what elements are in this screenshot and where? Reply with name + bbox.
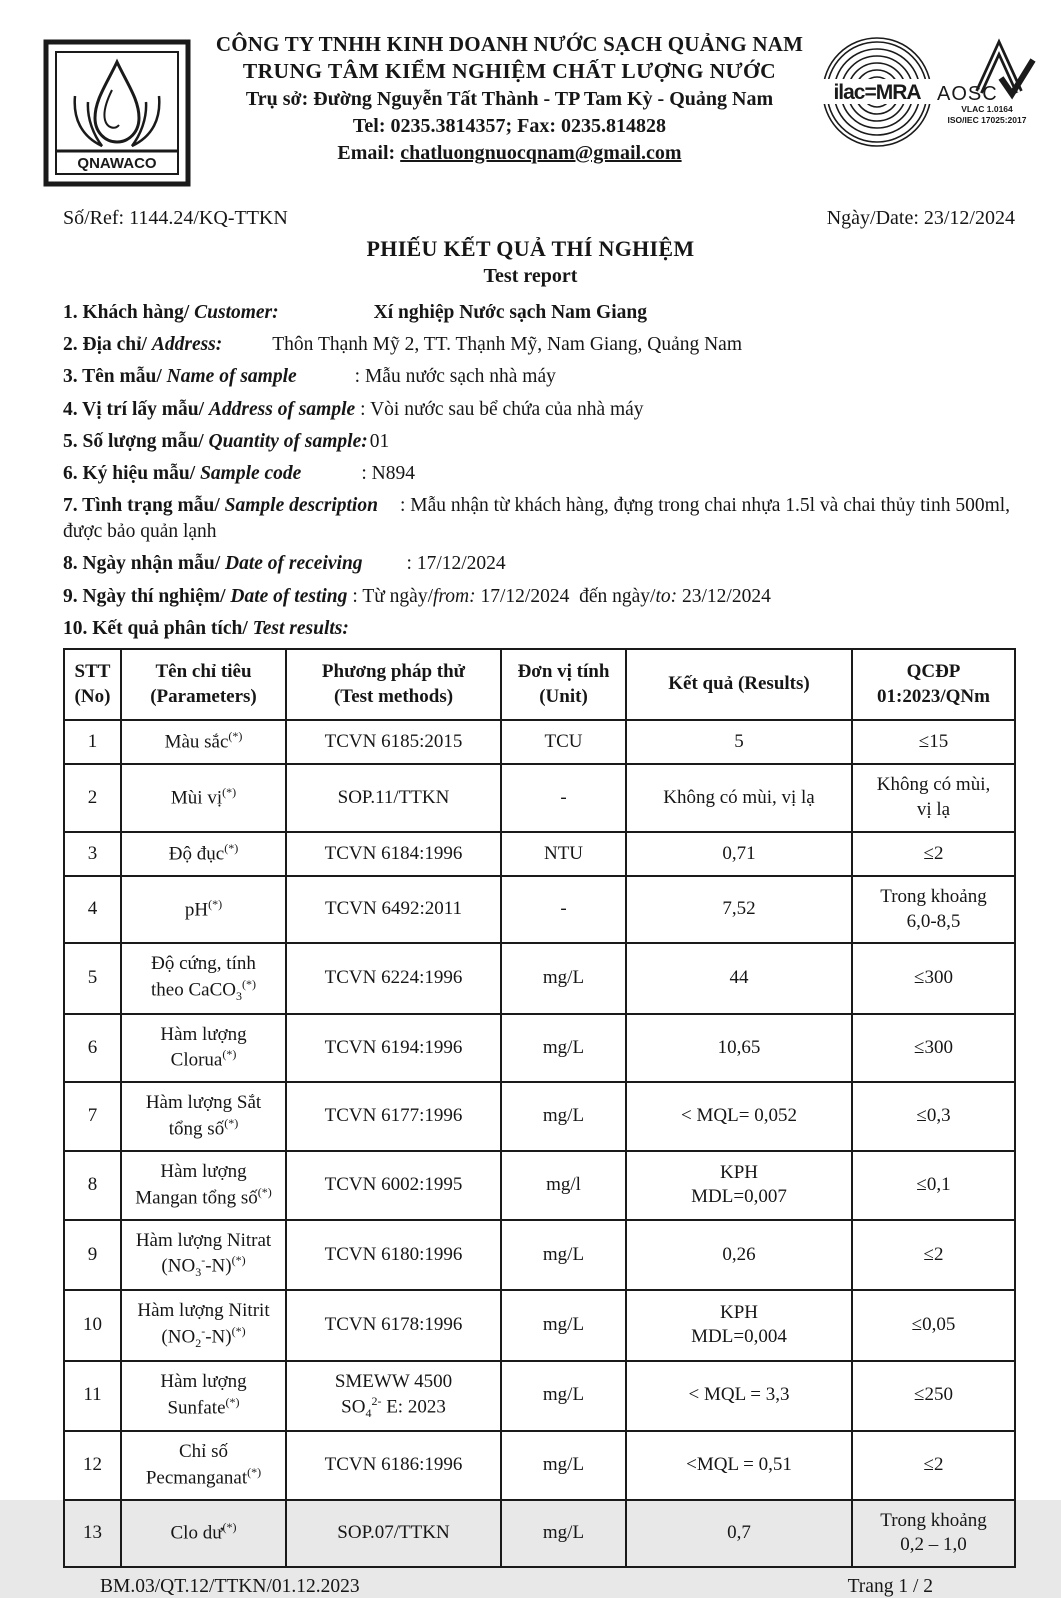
info-label-en: Address: (151, 334, 223, 356)
info-label-en: Customer: (194, 302, 279, 323)
cell-parameter: Độ cứng, tính theo CaCO$_3$(*) (121, 943, 286, 1013)
cell-limit: ≤2 (852, 1431, 1015, 1500)
tel-fax-line: Tel: 0235.3814357; Fax: 0235.814828 (352, 115, 667, 137)
cell-method: SOP.07/TTKN (286, 1500, 501, 1567)
company-name: CÔNG TY TNHH KINH DOANH NƯỚC SẠCH QUẢNG NAM (215, 32, 804, 56)
cell-parameter: Hàm lượng Mangan tổng số(*) (121, 1151, 286, 1220)
info-label-en: Date of receiving (225, 553, 363, 575)
cell-result: 10,65 (626, 1014, 852, 1083)
cell-unit: mg/L (501, 1361, 626, 1431)
cell-method: TCVN 6224:1996 (286, 943, 501, 1013)
seal-label: QNAWACO (77, 155, 157, 172)
cell-method: TCVN 6492:2011 (286, 876, 501, 943)
cell-method: TCVN 6186:1996 (286, 1431, 501, 1500)
cell-no: 7 (64, 1082, 121, 1151)
info-value: : N894 (361, 463, 415, 485)
cell-limit: Trong khoảng 0,2 – 1,0 (852, 1500, 1015, 1567)
results-table (63, 648, 1016, 1568)
info-label-vi: 2. Địa chỉ/ (63, 334, 147, 356)
cell-result: < MQL = 3,3 (626, 1361, 852, 1431)
table-row (64, 832, 1015, 876)
ilac-mra-logo (819, 36, 935, 148)
cell-result: <MQL = 0,51 (626, 1431, 852, 1500)
cell-parameter: Màu sắc(*) (121, 720, 286, 764)
info-label-en: Test results: (252, 617, 349, 639)
cell-method: TCVN 6178:1996 (286, 1290, 501, 1360)
cell-no: 5 (64, 943, 121, 1013)
cell-method: SMEWW 4500 $SO_4^{2-}$ E: 2023 (286, 1361, 501, 1431)
table-row (64, 764, 1015, 831)
ilac-mra-label: ilac=MRA (833, 81, 921, 104)
cell-parameter: Độ đục(*) (121, 832, 286, 876)
cell-no: 9 (64, 1220, 121, 1290)
info-sample-code (63, 461, 1019, 487)
company-info-block (200, 30, 819, 193)
sample-info-section (0, 288, 1061, 642)
info-label-en: Address of sample (208, 398, 356, 420)
cell-no: 2 (64, 764, 121, 831)
cell-no: 10 (64, 1290, 121, 1360)
aosc-logo (937, 36, 1037, 125)
cell-unit: mg/L (501, 1290, 626, 1360)
info-value: : Mẫu nhận từ khách hàng, đựng trong chai nhựa 1.5l và chai thủy tinh 500ml, được bảo quản lạnh (63, 495, 1011, 543)
info-label-vi: 3. Tên mẫu/ (63, 366, 162, 388)
table-row (64, 1500, 1015, 1567)
cell-limit: Không có mùi, vị lạ (852, 764, 1015, 831)
aosc-check-icon (937, 40, 1037, 104)
column-header-no: STT (No) (64, 649, 121, 720)
cell-parameter: Hàm lượng Nitrit $(NO_2^--N)^{(*)}$ (121, 1290, 286, 1360)
email-label: Email: (337, 142, 396, 164)
page-footer (0, 1568, 1061, 1598)
table-row (64, 720, 1015, 764)
company-seal-logo (42, 30, 200, 193)
cell-limit: ≤15 (852, 720, 1015, 764)
info-label-vi: 10. Kết quả phân tích/ (63, 617, 248, 639)
email-address: chatluongnuocqnam@gmail.com (400, 142, 682, 164)
info-label-en: Quantity of sample: (208, 430, 368, 452)
column-header-results: Kết quả (Results) (626, 649, 852, 720)
cell-result: 44 (626, 943, 852, 1013)
cell-limit: ≤0,1 (852, 1151, 1015, 1220)
cell-limit: ≤300 (852, 943, 1015, 1013)
cell-result: KPH MDL=0,007 (626, 1151, 852, 1220)
cell-limit: ≤2 (852, 832, 1015, 876)
cell-limit: Trong khoảng 6,0-8,5 (852, 876, 1015, 943)
water-drop-hands-icon (42, 38, 192, 188)
info-value: Thôn Thạnh Mỹ 2, TT. Thạnh Mỹ, Nam Giang, Quảng Nam (272, 334, 743, 356)
cell-limit: ≤0,05 (852, 1290, 1015, 1360)
cell-unit: mg/L (501, 1220, 626, 1290)
cell-result: 0,26 (626, 1220, 852, 1290)
table-row (64, 1082, 1015, 1151)
cell-no: 4 (64, 876, 121, 943)
cell-unit: mg/L (501, 1014, 626, 1083)
cell-parameter: Clo dư(*) (121, 1500, 286, 1567)
info-value: Xí nghiệp Nước sạch Nam Giang (373, 302, 647, 323)
info-label-en: Name of sample (166, 366, 297, 388)
info-label-en: Sample description (224, 495, 378, 517)
info-address (63, 332, 1019, 358)
cell-method: TCVN 6185:2015 (286, 720, 501, 764)
document-date: Ngày/Date: 23/12/2024 (826, 207, 1015, 229)
cell-no: 8 (64, 1151, 121, 1220)
info-value: 01 (369, 430, 390, 452)
cell-unit: NTU (501, 832, 626, 876)
table-row (64, 876, 1015, 943)
table-row (64, 1014, 1015, 1083)
cell-limit: ≤0,3 (852, 1082, 1015, 1151)
info-value: : Từ ngày/from: 17/12/2024 đến ngày/to: 23/12/2024 (352, 585, 771, 607)
info-label-vi: 4. Vị trí lấy mẫu/ (63, 398, 205, 420)
cell-parameter: Hàm lượng Sắt tổng số(*) (121, 1082, 286, 1151)
info-test-results-heading (63, 616, 1019, 642)
aosc-label: AOSC (937, 83, 998, 105)
info-quantity (63, 429, 1019, 455)
cell-result: 0,71 (626, 832, 852, 876)
cell-no: 3 (64, 832, 121, 876)
cell-parameter: pH(*) (121, 876, 286, 943)
vlac-accreditation-text: VLAC 1.0164 (961, 104, 1013, 114)
info-label-en: Sample code (200, 463, 302, 485)
cell-unit: mg/L (501, 1082, 626, 1151)
page-number: Trang 1 / 2 (847, 1576, 933, 1598)
cell-parameter: Chỉ số Pecmanganat(*) (121, 1431, 286, 1500)
cell-no: 6 (64, 1014, 121, 1083)
info-label-vi: 8. Ngày nhận mẫu/ (63, 553, 221, 575)
column-header-unit: Đơn vị tính (Unit) (501, 649, 626, 720)
center-name: TRUNG TÂM KIỂM NGHIỆM CHẤT LƯỢNG NƯỚC (242, 59, 777, 83)
certification-logos (819, 30, 1031, 193)
table-row (64, 943, 1015, 1013)
cell-unit: mg/L (501, 1500, 626, 1567)
email-line (200, 142, 819, 165)
page-subtitle: Test report (483, 265, 578, 287)
cell-method: TCVN 6002:1995 (286, 1151, 501, 1220)
cell-parameter: Hàm lượng Nitrat $(NO_3^--N)^{(*)}$ (121, 1220, 286, 1290)
cell-method: TCVN 6180:1996 (286, 1220, 501, 1290)
cell-result: 7,52 (626, 876, 852, 943)
table-header-row (64, 649, 1015, 720)
cell-method: TCVN 6194:1996 (286, 1014, 501, 1083)
info-label-vi: 5. Số lượng mẫu/ (63, 430, 204, 452)
cell-unit: mg/L (501, 1431, 626, 1500)
info-sample-name (63, 364, 1019, 390)
column-header-methods: Phương pháp thử (Test methods) (286, 649, 501, 720)
document-header (0, 0, 1061, 193)
column-header-parameters: Tên chỉ tiêu (Parameters) (121, 649, 286, 720)
page-title: PHIẾU KẾT QUẢ THÍ NGHIỆM (366, 236, 695, 261)
info-label-vi: 1. Khách hàng/ (63, 302, 190, 323)
table-row (64, 1290, 1015, 1360)
info-date-receiving (63, 551, 1019, 577)
cell-limit: ≤300 (852, 1014, 1015, 1083)
cell-no: 13 (64, 1500, 121, 1567)
info-sample-description (63, 493, 1019, 544)
info-date-testing (63, 584, 1019, 610)
info-sample-address (63, 397, 1019, 423)
form-code: BM.03/QT.12/TTKN/01.12.2023 (100, 1576, 360, 1598)
cell-limit: ≤250 (852, 1361, 1015, 1431)
info-value: : Vòi nước sau bể chứa của nhà máy (360, 398, 644, 420)
cell-result: KPH MDL=0,004 (626, 1290, 852, 1360)
cell-no: 12 (64, 1431, 121, 1500)
table-row (64, 1151, 1015, 1220)
cell-unit: mg/l (501, 1151, 626, 1220)
column-header-limit: QCĐP 01:2023/QNm (852, 649, 1015, 720)
cell-parameter: Hàm lượng Sunfate(*) (121, 1361, 286, 1431)
iso-accreditation-text: ISO/IEC 17025:2017 (947, 114, 1027, 125)
info-label-vi: 7. Tình trạng mẫu/ (63, 495, 220, 517)
cell-no: 1 (64, 720, 121, 764)
cell-result: Không có mùi, vị lạ (626, 764, 852, 831)
meta-row (0, 193, 1061, 230)
cell-parameter: Hàm lượng Clorua(*) (121, 1014, 286, 1083)
info-label-vi: 9. Ngày thí nghiệm/ (63, 585, 226, 607)
cell-limit: ≤2 (852, 1220, 1015, 1290)
cell-result: 0,7 (626, 1500, 852, 1567)
table-row (64, 1361, 1015, 1431)
cell-no: 11 (64, 1361, 121, 1431)
address-line: Trụ sở: Đường Nguyễn Tất Thành - TP Tam Kỳ - Quảng Nam (245, 88, 774, 110)
info-label-en: Date of testing (230, 585, 348, 607)
table-row (64, 1431, 1015, 1500)
cell-unit: - (501, 764, 626, 831)
cell-unit: mg/L (501, 943, 626, 1013)
table-row (64, 1220, 1015, 1290)
info-value: : 17/12/2024 (406, 553, 506, 575)
cell-result: < MQL= 0,052 (626, 1082, 852, 1151)
document-ref: Số/Ref: 1144.24/KQ-TTKN (63, 207, 288, 229)
cell-method: SOP.11/TTKN (286, 764, 501, 831)
cell-result: 5 (626, 720, 852, 764)
info-label-vi: 6. Ký hiệu mẫu/ (63, 463, 196, 485)
cell-method: TCVN 6177:1996 (286, 1082, 501, 1151)
cell-method: TCVN 6184:1996 (286, 832, 501, 876)
cell-parameter: Mùi vị(*) (121, 764, 286, 831)
cell-unit: - (501, 876, 626, 943)
info-value: : Mẫu nước sạch nhà máy (354, 366, 556, 388)
cell-unit: TCU (501, 720, 626, 764)
info-customer (63, 300, 1019, 326)
